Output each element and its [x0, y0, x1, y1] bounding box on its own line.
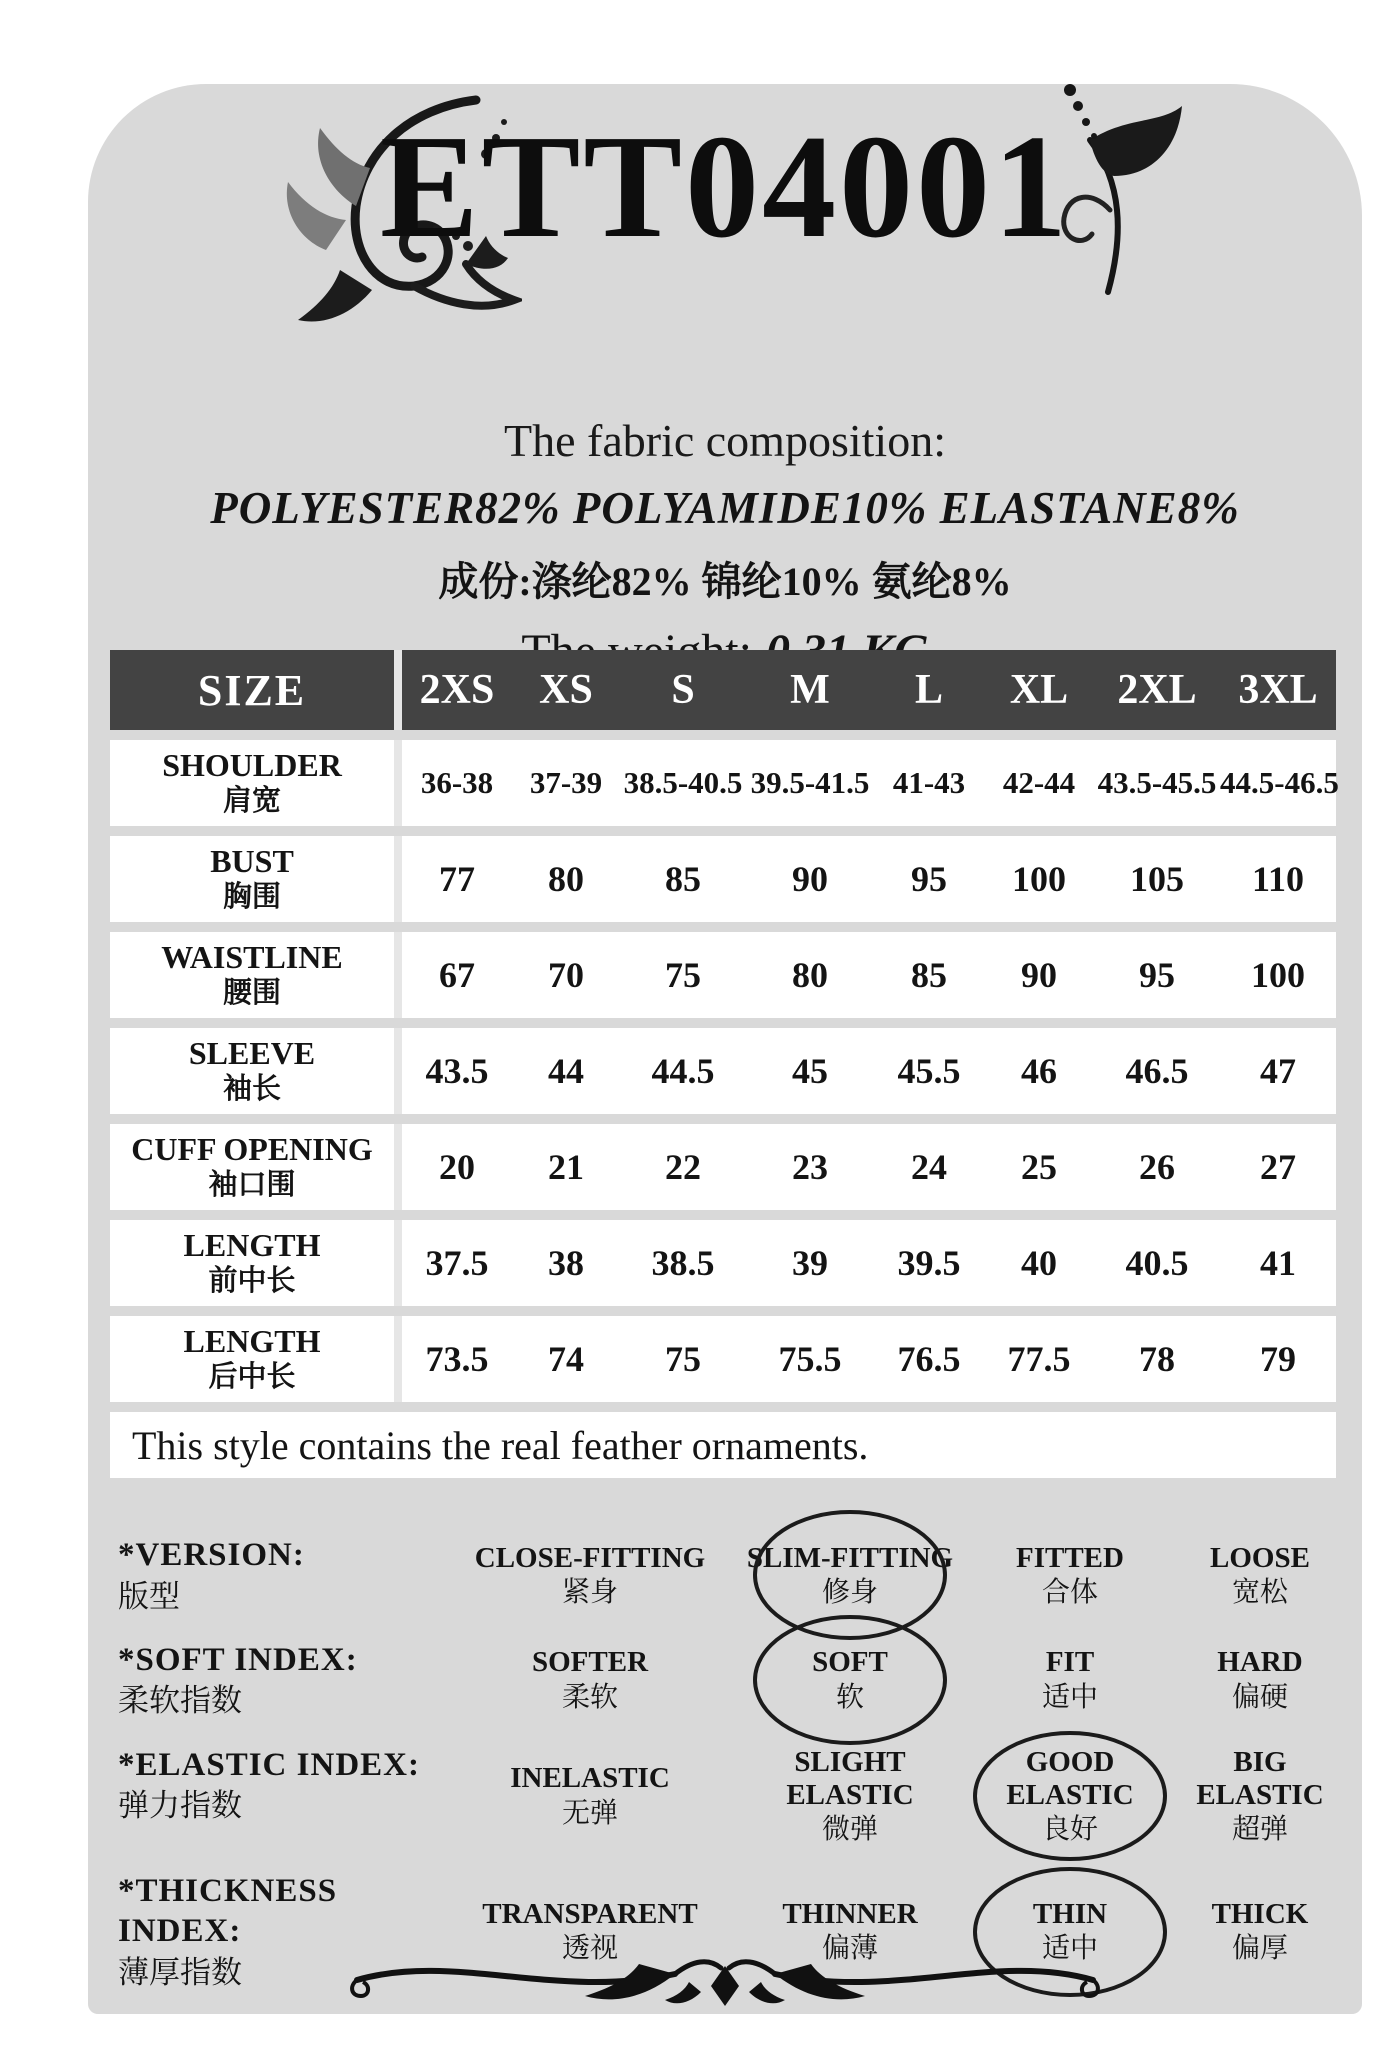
size-value: 78 [1094, 1316, 1220, 1402]
row-label: SLEEVE 袖长 [110, 1028, 402, 1114]
size-value: 44 [512, 1028, 620, 1114]
size-value: 95 [874, 836, 984, 922]
size-value: 20 [402, 1124, 512, 1210]
size-header: 3XL [1220, 650, 1336, 730]
size-value: 21 [512, 1124, 620, 1210]
size-header-row [110, 650, 1336, 730]
size-value: 85 [620, 836, 746, 922]
size-value: 45.5 [874, 1028, 984, 1114]
size-value: 26 [1094, 1124, 1220, 1210]
attr-label-thickness-index: *THICKNESS INDEX: 薄厚指数 [118, 1873, 338, 1990]
size-value: 80 [512, 836, 620, 922]
attr-option: THICK 偏厚 [1211, 1897, 1309, 1965]
size-value: 43.5 [402, 1028, 512, 1114]
attr-option: FITTED 合体 [1016, 1541, 1124, 1608]
attr-option: LOOSE 宽松 [1210, 1541, 1310, 1608]
size-value: 25 [984, 1124, 1094, 1210]
size-value: 39.5 [874, 1220, 984, 1306]
size-header: XL [984, 650, 1094, 730]
attr-label-soft-index: *SOFT INDEX: 柔软指数 [118, 1641, 358, 1719]
table-row [110, 932, 1336, 1018]
size-table [110, 640, 1339, 1488]
fabric-composition-heading: The fabric composition: [504, 415, 946, 466]
size-value: 75 [620, 932, 746, 1018]
spec-sheet-card [88, 84, 1362, 2014]
size-value: 46.5 [1094, 1028, 1220, 1114]
feather-note: This style contains the real feather ornaments. [110, 1412, 1336, 1478]
size-value: 105 [1094, 836, 1220, 922]
size-value: 37.5 [402, 1220, 512, 1306]
size-value: 100 [984, 836, 1094, 922]
row-label: LENGTH 前中长 [110, 1220, 402, 1306]
table-row [110, 1028, 1336, 1114]
attr-option: SLIGHT ELASTIC 微弹 [786, 1745, 914, 1846]
attr-option: TRANSPARENT 透视 [482, 1897, 698, 1965]
size-value: 74 [512, 1316, 620, 1402]
size-value: 43.5-45.5 [1094, 740, 1220, 826]
size-header: M [746, 650, 874, 730]
size-value: 40.5 [1094, 1220, 1220, 1306]
attr-option-selected: GOOD ELASTIC 良好 [970, 1746, 1170, 1847]
row-label: BUST 胸围 [110, 836, 402, 922]
size-value: 39.5-41.5 [746, 740, 874, 826]
size-value: 75.5 [746, 1316, 874, 1402]
row-label: SHOULDER 肩宽 [110, 740, 402, 826]
attr-option: HARD 偏硬 [1217, 1646, 1303, 1713]
table-row [110, 836, 1336, 922]
size-value: 23 [746, 1124, 874, 1210]
attr-option-selected: THIN 适中 [1032, 1897, 1108, 1965]
size-value: 100 [1220, 932, 1336, 1018]
attribute-matrix [100, 1536, 1350, 1991]
size-value: 110 [1220, 836, 1336, 922]
size-header: 2XL [1094, 650, 1220, 730]
size-value: 73.5 [402, 1316, 512, 1402]
attr-option-selected: SLIM-FITTING 修身 [746, 1541, 954, 1608]
attr-option-selected: SOFT 软 [812, 1646, 888, 1713]
size-header: XS [512, 650, 620, 730]
attr-label-version: *VERSION: 版型 [118, 1537, 305, 1614]
row-label: LENGTH 后中长 [110, 1316, 402, 1402]
size-value: 76.5 [874, 1316, 984, 1402]
attr-option: FIT 适中 [1041, 1646, 1098, 1713]
size-header: S [620, 650, 746, 730]
table-row [110, 1316, 1336, 1402]
row-label: CUFF OPENING 袖口围 [110, 1124, 402, 1210]
size-value: 22 [620, 1124, 746, 1210]
attr-option: THINNER 偏薄 [782, 1897, 918, 1965]
size-header: 2XS [402, 650, 512, 730]
size-table-corner: SIZE [110, 650, 402, 730]
table-row [110, 1220, 1336, 1306]
size-value: 47 [1220, 1028, 1336, 1114]
size-value: 95 [1094, 932, 1220, 1018]
size-value: 75 [620, 1316, 746, 1402]
size-value: 44.5-46.5 [1220, 740, 1336, 826]
size-value: 70 [512, 932, 620, 1018]
size-value: 27 [1220, 1124, 1336, 1210]
size-value: 24 [874, 1124, 984, 1210]
size-value: 77 [402, 836, 512, 922]
size-header: L [874, 650, 984, 730]
size-value: 80 [746, 932, 874, 1018]
size-value: 36-38 [402, 740, 512, 826]
size-value: 38.5-40.5 [620, 740, 746, 826]
size-value: 40 [984, 1220, 1094, 1306]
size-value: 67 [402, 932, 512, 1018]
size-value: 46 [984, 1028, 1094, 1114]
size-value: 90 [746, 836, 874, 922]
size-table-section [110, 640, 1339, 1488]
attr-option: BIG ELASTIC 超弹 [1196, 1745, 1324, 1846]
size-value: 44.5 [620, 1028, 746, 1114]
size-value: 77.5 [984, 1316, 1094, 1402]
flourish-divider [345, 1946, 1105, 2012]
size-value: 39 [746, 1220, 874, 1306]
table-row [110, 1124, 1336, 1210]
attr-option: CLOSE-FITTING 紧身 [474, 1541, 706, 1608]
product-code-title: ETT04001 [379, 105, 1071, 269]
attr-option: INELASTIC 无弹 [510, 1762, 670, 1829]
size-value: 41-43 [874, 740, 984, 826]
size-value: 85 [874, 932, 984, 1018]
size-value: 41 [1220, 1220, 1336, 1306]
size-value: 45 [746, 1028, 874, 1114]
table-row [110, 740, 1336, 826]
attr-option: SOFTER 柔软 [531, 1646, 649, 1713]
attr-label-elastic-index: *ELASTIC INDEX: 弹力指数 [118, 1746, 420, 1824]
fabric-composition-cn: 成份:涤纶82% 锦纶10% 氨纶8% [438, 559, 1012, 604]
size-value: 38.5 [620, 1220, 746, 1306]
size-value: 42-44 [984, 740, 1094, 826]
size-value: 37-39 [512, 740, 620, 826]
size-value: 90 [984, 932, 1094, 1018]
row-label: WAISTLINE 腰围 [110, 932, 402, 1018]
note-row [110, 1412, 1336, 1478]
size-value: 38 [512, 1220, 620, 1306]
fabric-composition-en: POLYESTER82% POLYAMIDE10% ELASTANE8% [210, 483, 1240, 533]
size-value: 79 [1220, 1316, 1336, 1402]
